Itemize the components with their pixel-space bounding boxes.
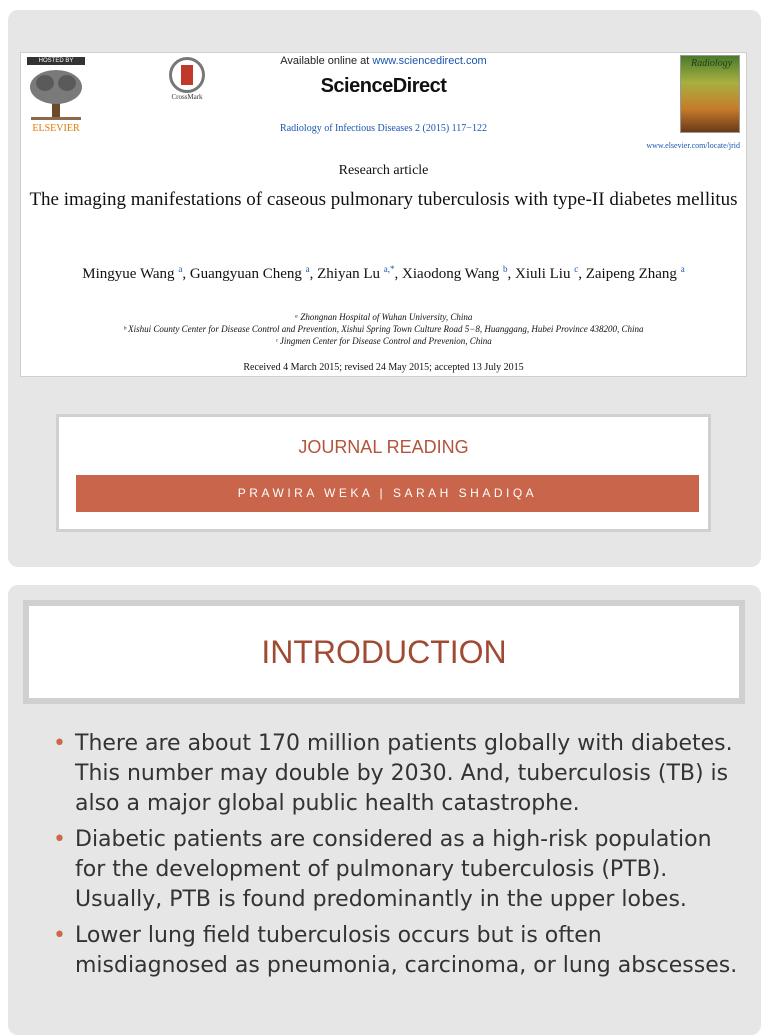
availability-prefix: Available online at xyxy=(280,55,373,67)
presenters-bar: PRAWIRA WEKA | SARAH SHADIQA xyxy=(76,475,699,512)
author-affiliation-mark: c xyxy=(574,264,579,274)
journal-reading-label: JOURNAL READING xyxy=(298,437,469,457)
author-list: Mingyue Wang $^a$, Guangyuan Cheng $^a$, Zhiyan Lu $^{a,*}$, Xiaodong Wang $^b$, Xiuli Liu $^c$, Zaipeng Zhang $^a$ xyxy=(82,264,685,282)
bullet-text: Lower lung field tuberculosis occurs but is often misdiagnosed as pneumonia, carcinoma, or lung abscesses. xyxy=(75,923,738,978)
cover-title: Radiology xyxy=(691,58,733,69)
author-name: Xiuli Liu xyxy=(515,266,571,282)
affiliation-line: ᵃ Zhongnan Hospital of Wuhan University, China xyxy=(294,312,473,322)
sciencedirect-brand: ScienceDirect xyxy=(320,75,447,97)
journal-cover-thumbnail xyxy=(680,55,740,133)
bullet-list xyxy=(53,729,743,987)
list-item xyxy=(53,921,743,981)
availability-url: www.sciencedirect.com xyxy=(372,55,487,67)
title-slide xyxy=(8,10,761,567)
author-name: Zhiyan Lu xyxy=(317,266,381,282)
author-affiliation-mark: a xyxy=(178,264,183,274)
author-name: Mingyue Wang xyxy=(82,266,175,282)
author-affiliation-mark: a,* xyxy=(383,264,395,274)
bullet-text: Diabetic patients are considered as a high-risk population for the development of pulmonary tuberculosis (PTB). Usually, PTB is found predominantly in the upper lobes. xyxy=(75,827,712,912)
bullet-icon: • xyxy=(53,731,66,756)
article-title: The imaging manifestations of caseous pulmonary tuberculosis with type-II diabetes mellitus xyxy=(29,189,738,210)
slide-title: INTRODUCTION xyxy=(261,634,507,670)
article-header-image xyxy=(20,52,747,377)
author-name: Guangyuan Cheng xyxy=(189,266,302,282)
crossmark-label: CrossMark xyxy=(171,93,203,101)
affiliation-line: ᵇ Xishui County Center for Disease Control and Prevention, Xishui Spring Town Culture Road 5−8, Huanggang, Hubei Province 438200, China xyxy=(123,324,644,334)
journal-reference: Radiology of Infectious Diseases 2 (2015) 117−122 xyxy=(280,123,487,134)
bullet-icon: • xyxy=(53,827,66,852)
author-name: Zaipeng Zhang xyxy=(585,266,677,282)
author-affiliation-mark: a xyxy=(680,264,685,274)
author-affiliation-mark: b xyxy=(503,264,508,274)
bullet-icon: • xyxy=(53,923,66,948)
list-item xyxy=(53,825,743,915)
availability-line xyxy=(21,55,746,67)
affiliations xyxy=(21,311,746,347)
author-affiliation-mark: a xyxy=(305,264,310,274)
received-dates: Received 4 March 2015; revised 24 May 2015; accepted 13 July 2015 xyxy=(243,362,524,373)
slide-title-box xyxy=(23,600,745,704)
hosted-by-label: HOSTED BY xyxy=(27,57,85,65)
affiliation-line: ᶜ Jingmen Center for Disease Control and Prevenion, China xyxy=(275,336,492,346)
list-item xyxy=(53,729,743,819)
article-type: Research article xyxy=(338,163,429,178)
publisher-name: ELSEVIER xyxy=(32,123,80,134)
bullet-text: There are about 170 million patients globally with diabetes. This number may double by 2030. And, tuberculosis (TB) is also a major global public health catastrophe. xyxy=(75,731,733,816)
author-name: Xiaodong Wang xyxy=(402,266,500,282)
journal-reading-box xyxy=(56,414,711,532)
introduction-slide xyxy=(8,585,761,1035)
journal-url: www.elsevier.com/locate/jrid xyxy=(646,141,740,150)
